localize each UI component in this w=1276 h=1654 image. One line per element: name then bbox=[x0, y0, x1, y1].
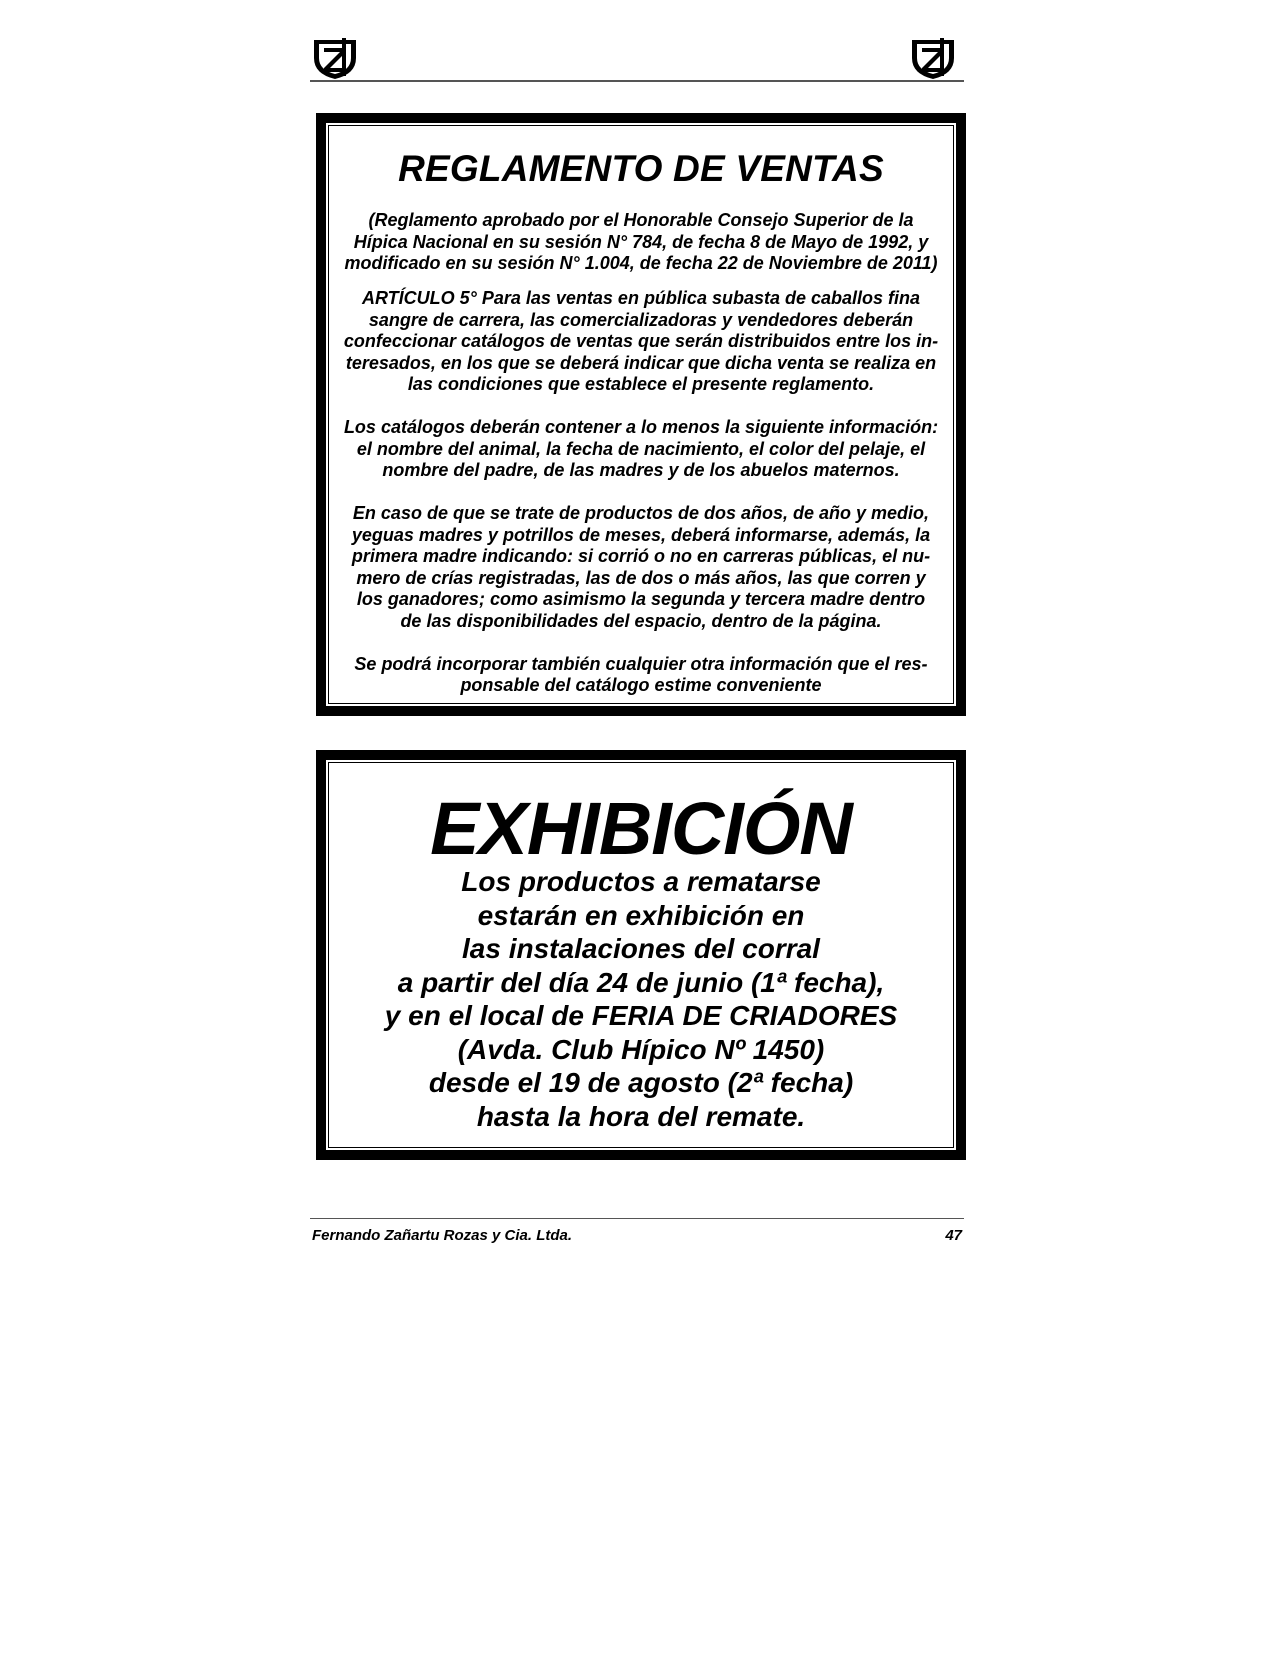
exhibicion-title: EXHIBICIÓN bbox=[430, 787, 852, 870]
exhibicion-line: estarán en exhibición en bbox=[477, 899, 805, 931]
paragraph-line: sangre de carrera, las comercializadoras y vendedores deberán bbox=[368, 309, 914, 330]
exhibicion-line: Los productos a rematarse bbox=[461, 866, 821, 897]
paragraph-line: las condiciones que establece el presente reglamento. bbox=[407, 374, 875, 394]
zr-monogram-logo-icon bbox=[312, 36, 358, 80]
exhibicion-line: hasta la hora del remate. bbox=[476, 1100, 806, 1132]
paragraph-line: Se podrá incorporar también cualquier otra información que el res- bbox=[354, 653, 928, 674]
subtitle-line: modificado en su sesión N° 1.004, de fecha 22 de Noviembre de 2011) bbox=[344, 253, 938, 273]
paragraph-line: ponsable del catálogo estime conveniente bbox=[460, 675, 822, 695]
exhibicion-line: a partir del día 24 de junio (1ª fecha), bbox=[397, 966, 885, 998]
exhibicion-box bbox=[316, 750, 966, 1160]
paragraph-line: de las disponibilidades del espacio, dentro de la página. bbox=[400, 610, 882, 631]
paragraph-line: los ganadores; como asimismo la segunda y tercera madre dentro bbox=[356, 589, 926, 609]
reglamento-title: REGLAMENTO DE VENTAS bbox=[398, 148, 884, 189]
paragraph-line: ARTÍCULO 5° Para las ventas en pública subasta de caballos fina bbox=[361, 288, 921, 308]
paragraph-line: En caso de que se trate de productos de dos años, de año y medio, bbox=[352, 503, 930, 523]
paragraph-line: nombre del padre, de las madres y de los abuelos maternos. bbox=[382, 460, 900, 480]
paragraph-line: mero de crías registradas, las de dos o más años, las que corren y bbox=[356, 567, 926, 588]
article-paragraph bbox=[333, 288, 949, 396]
reglamento-body bbox=[333, 288, 949, 697]
footer-company: Fernando Zañartu Rozas y Cia. Ltda. bbox=[312, 1227, 573, 1244]
exhibicion-body bbox=[325, 865, 957, 1133]
header-logo-right bbox=[910, 36, 956, 80]
paragraph-line: confeccionar catálogos de ventas que serán distribuidos entre los in- bbox=[343, 331, 939, 351]
exhibicion-line: las instalaciones del corral bbox=[462, 933, 820, 964]
reglamento-subtitle bbox=[333, 210, 949, 275]
article-paragraph bbox=[333, 503, 949, 632]
exhibicion-line: y en el local de FERIA DE CRIADORES bbox=[384, 1000, 898, 1031]
paragraph-line: el nombre del animal, la fecha de nacimiento, el color del pelaje, el bbox=[356, 438, 926, 459]
zr-monogram-logo-icon bbox=[910, 36, 956, 80]
exhibicion-line: desde el 19 de agosto (2ª fecha) bbox=[428, 1067, 854, 1098]
subtitle-line: (Reglamento aprobado por el Honorable Consejo Superior de la bbox=[368, 210, 914, 230]
article-paragraph bbox=[333, 417, 949, 482]
paragraph-line: yeguas madres y potrillos de meses, deberá informarse, además, la bbox=[351, 524, 931, 545]
header-rule bbox=[310, 80, 964, 82]
paragraph-line: Los catálogos deberán contener a lo menos la siguiente información: bbox=[343, 417, 939, 437]
page-number: 47 bbox=[945, 1227, 962, 1244]
reglamento-box bbox=[316, 113, 966, 716]
footer-rule bbox=[310, 1218, 964, 1219]
paragraph-line: primera madre indicando: si corrió o no en carreras públicas, el nu- bbox=[351, 546, 931, 566]
exhibicion-line: (Avda. Club Hípico Nº 1450) bbox=[457, 1033, 825, 1065]
paragraph-line: teresados, en los que se deberá indicar que dicha venta se realiza en bbox=[345, 352, 937, 373]
header-logo-left bbox=[312, 36, 358, 80]
subtitle-line: Hípica Nacional en su sesión N° 784, de fecha 8 de Mayo de 1992, y bbox=[353, 231, 929, 252]
article-paragraph bbox=[333, 654, 949, 697]
